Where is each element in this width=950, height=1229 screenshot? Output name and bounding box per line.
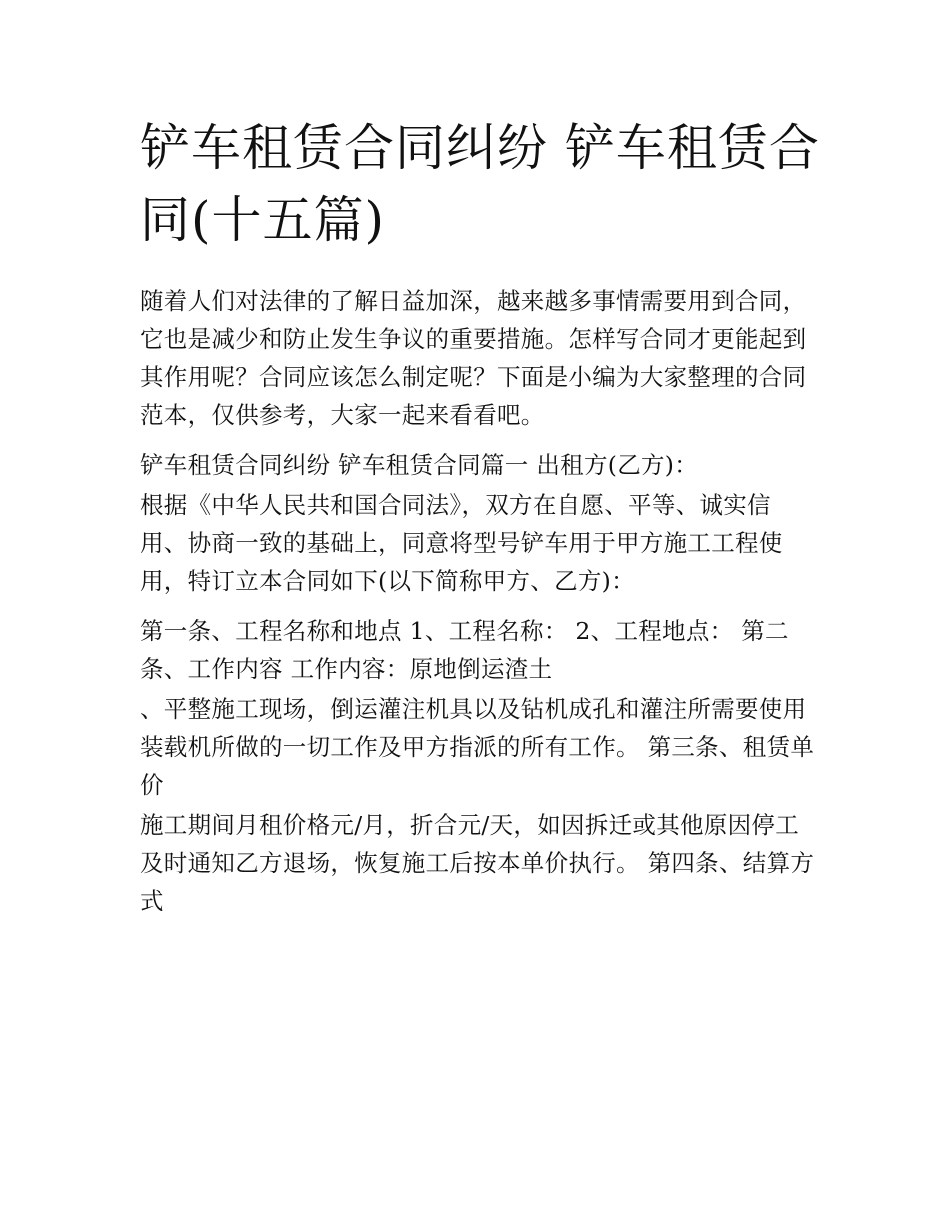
work-content-paragraph: 、平整施工现场，倒运灌注机具以及钻机成孔和灌注所需要使用装载机所做的一切工作及甲方指派的所有工作。 第三条、租赁单价 <box>140 695 815 799</box>
contract-basis-paragraph: 根据《中华人民共和国合同法》，双方在自愿、平等、诚实信用、协商一致的基础上，同意将型号铲车用于甲方施工工程使用，特订立本合同如下(以下简称甲方、乙方)： <box>140 491 783 595</box>
document-title: 铲车租赁合同纠纷 铲车租赁合同(十五篇) <box>140 119 820 249</box>
section-heading-paragraph: 铲车租赁合同纠纷 铲车租赁合同篇一 出租方(乙方)： <box>140 451 699 479</box>
article-one-two-paragraph: 第一条、工程名称和地点 1、工程名称： 2、工程地点： 第二条、工作内容 工作内容：原地倒运渣土 <box>140 617 789 683</box>
intro-paragraph: 随着人们对法律的了解日益加深，越来越多事情需要用到合同，它也是减少和防止发生争议的重要措施。怎样写合同才更能起到其作用呢？合同应该怎么制定呢？下面是小编为大家整理的合同范本，仅供参考，大家一起来看看吧。 <box>140 287 807 429</box>
document-body <box>140 282 816 932</box>
rental-price-paragraph: 施工期间月租价格元/月，折合元/天，如因拆迁或其他原因停工及时通知乙方退场，恢复施工后按本单价执行。 第四条、结算方式 <box>140 811 815 915</box>
